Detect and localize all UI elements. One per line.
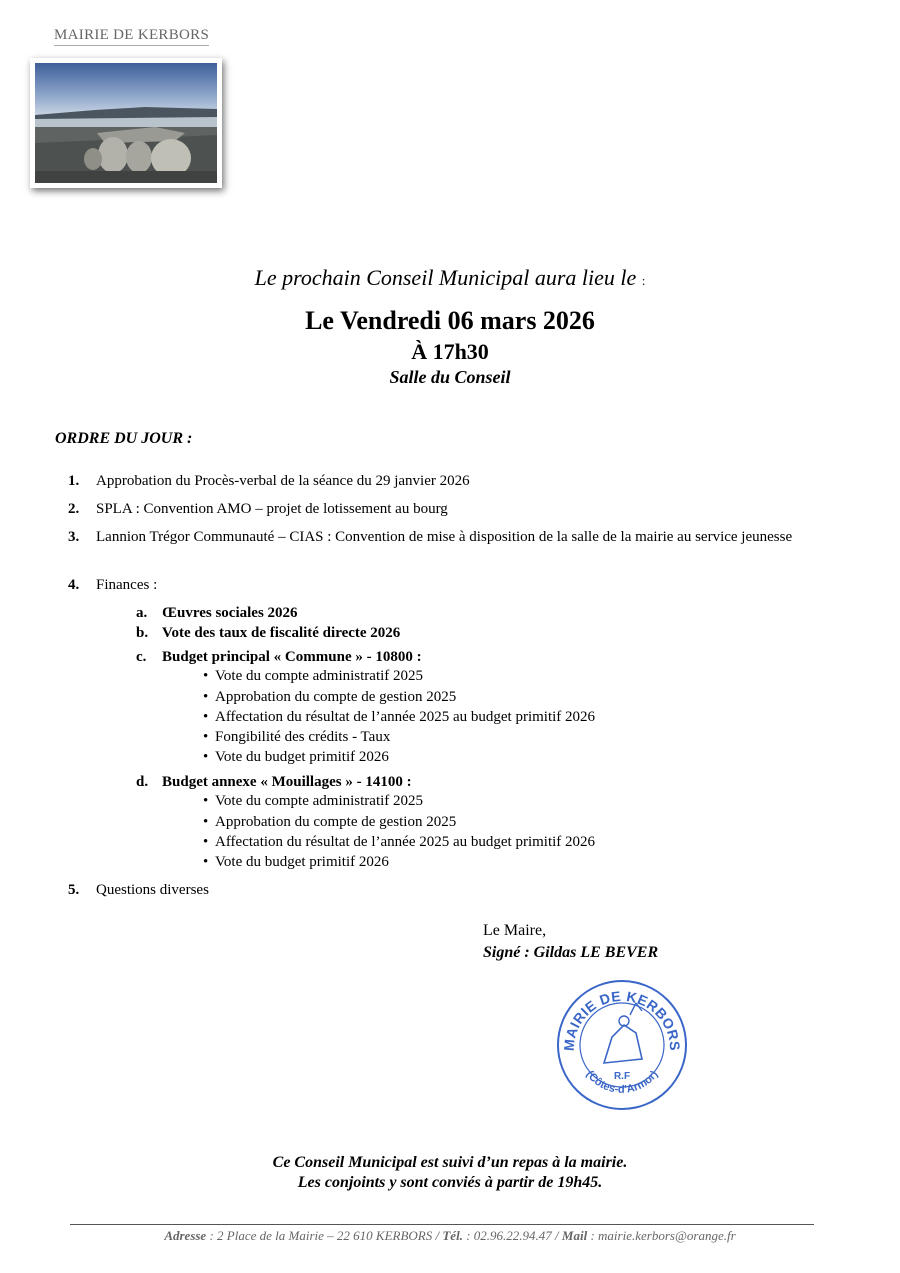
budget-commune-item	[203, 748, 389, 767]
intro-text: Le prochain Conseil Municipal aura lieu le	[254, 265, 637, 290]
agenda-item-number: 3.	[68, 529, 80, 545]
budget-commune-item	[203, 728, 390, 747]
finance-subitem-text: Vote des taux de fiscalité directe 2026	[162, 625, 401, 641]
agenda-item-number: 5.	[68, 882, 80, 898]
agenda-item	[68, 881, 848, 900]
agenda-item-text: Finances :	[96, 577, 158, 593]
agenda-item	[68, 500, 848, 519]
budget-commune-item	[203, 688, 456, 707]
dolmen-landscape-photo-icon	[35, 63, 217, 183]
agenda-item	[68, 472, 848, 491]
footer-divider	[70, 1224, 814, 1225]
budget-item-text: Vote du compte administratif 2025	[215, 793, 424, 809]
budget-item-text: Affectation du résultat de l’année 2025 au budget primitif 2026	[215, 709, 596, 725]
budget-commune-item	[203, 708, 595, 727]
budget-item-text: Vote du budget primitif 2026	[215, 854, 389, 870]
finance-subitem-text: Budget annexe « Mouillages » - 14100 :	[162, 774, 412, 790]
agenda-item	[68, 576, 848, 595]
footer-separator: /	[435, 1228, 440, 1243]
footer-mail-label: Mail	[561, 1228, 588, 1243]
agenda-title: ORDRE DU JOUR :	[55, 430, 193, 447]
bullet-icon: •	[203, 749, 209, 765]
bullet-icon: •	[203, 854, 209, 870]
meeting-location: Salle du Conseil	[389, 367, 511, 387]
finance-subitem-text: Budget principal « Commune » - 10800 :	[162, 649, 422, 665]
footer-address: 2 Place de la Mairie – 22 610 KERBORS	[217, 1228, 433, 1243]
finance-subitem	[136, 624, 400, 643]
bullet-icon: •	[203, 689, 209, 705]
dolmen-photo	[30, 58, 222, 188]
budget-mouillages-item	[203, 853, 389, 872]
finance-subitem-text: Œuvres sociales 2026	[162, 605, 298, 621]
meeting-date: Le Vendredi 06 mars 2026	[305, 306, 595, 335]
agenda-item-number: 4.	[68, 577, 80, 593]
agenda-item	[68, 528, 848, 547]
bullet-icon: •	[203, 709, 209, 725]
bullet-icon: •	[203, 729, 209, 745]
stamp-text-bottom: (Côtes-d'Armor)	[583, 1068, 661, 1096]
budget-item-text: Fongibilité des crédits - Taux	[215, 729, 391, 745]
budget-item-text: Vote du budget primitif 2026	[215, 749, 389, 765]
footer-address-label: Adresse	[164, 1228, 207, 1243]
stamp-text-top: MAIRIE DE KERBORS	[560, 987, 684, 1052]
signer-role: Le Maire,	[483, 922, 547, 939]
finance-subitem	[136, 604, 298, 623]
bullet-icon: •	[203, 793, 209, 809]
agenda-item-text: Lannion Trégor Communauté – CIAS : Convention de mise à disposition de la salle de la mairie au service jeunesse	[96, 529, 793, 545]
signer-name: Signé : Gildas LE BEVER	[483, 944, 659, 961]
budget-item-text: Approbation du compte de gestion 2025	[215, 814, 457, 830]
stamp-text-mid: R.F	[613, 1071, 631, 1082]
budget-mouillages-item	[203, 833, 595, 852]
footer-mail: mairie.kerbors@orange.fr	[598, 1228, 736, 1243]
meeting-announcement	[0, 265, 900, 291]
finance-subitem-letter: b.	[136, 625, 149, 641]
bullet-icon: •	[203, 668, 209, 684]
agenda-item-text: SPLA : Convention AMO – projet de lotissement au bourg	[96, 501, 448, 517]
footer-phone: 02.96.22.94.47	[473, 1228, 552, 1243]
finance-subitem-letter: c.	[136, 649, 147, 665]
budget-item-text: Approbation du compte de gestion 2025	[215, 689, 457, 705]
marianne-figure-icon	[604, 1025, 642, 1063]
finance-subitem-letter: d.	[136, 774, 149, 790]
footer-phone-label: Tél.	[442, 1228, 463, 1243]
budget-item-text: Affectation du résultat de l’année 2025 au budget primitif 2026	[215, 834, 596, 850]
mairie-header-title: MAIRIE DE KERBORS	[54, 27, 209, 46]
finance-subitem-letter: a.	[136, 605, 148, 621]
finance-subitem	[136, 773, 412, 792]
budget-mouillages-item	[203, 792, 423, 811]
budget-item-text: Vote du compte administratif 2025	[215, 668, 424, 684]
closing-line-1: Ce Conseil Municipal est suivi d’un repas à la mairie.	[272, 1154, 628, 1171]
budget-commune-item	[203, 667, 423, 686]
bullet-icon: •	[203, 814, 209, 830]
agenda-item-text: Approbation du Procès-verbal de la séance du 29 janvier 2026	[96, 473, 470, 489]
finance-subitem	[136, 648, 422, 667]
budget-mouillages-item	[203, 813, 456, 832]
bullet-icon: •	[203, 834, 209, 850]
agenda-item-number: 2.	[68, 501, 80, 517]
footer-separator: /	[555, 1228, 559, 1243]
intro-colon: :	[641, 273, 646, 288]
mairie-stamp	[552, 975, 692, 1115]
meeting-time: À 17h30	[411, 339, 489, 364]
footer-contact: Adresse : 2 Place de la Mairie – 22 610 KERBORS / Tél. : 02.96.22.94.47 / Mail : mairie.kerbors@orange.fr	[164, 1228, 736, 1243]
agenda-item-number: 1.	[68, 473, 80, 489]
agenda-item-text: Questions diverses	[96, 882, 209, 898]
closing-line-2: Les conjoints y sont conviés à partir de 19h45.	[297, 1174, 603, 1191]
